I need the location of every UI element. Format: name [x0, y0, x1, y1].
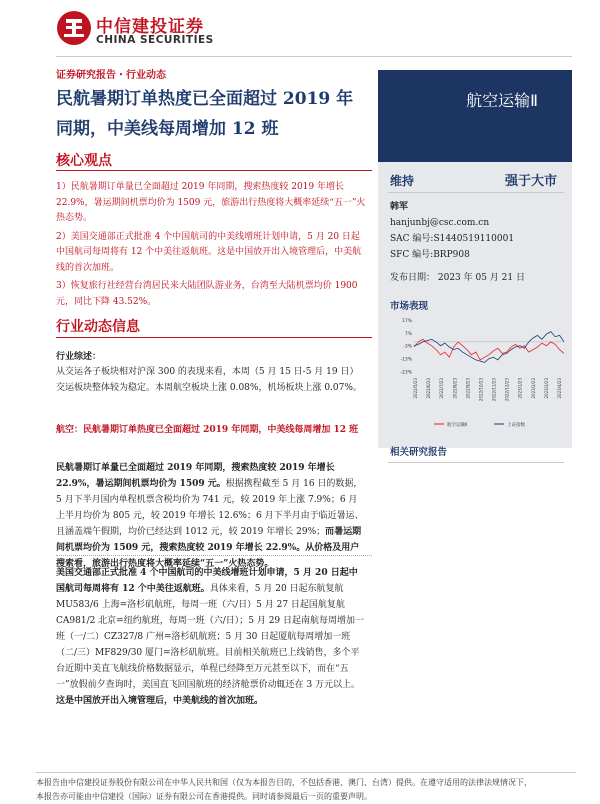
x-tick-label: 2023/2/23: [530, 378, 536, 399]
report-title: [56, 84, 366, 144]
industry-info-divider: [56, 337, 372, 338]
footer-line-1: 本报告由中信建投证券股份有限公司在中华人民共和国（仅为本报告目的，不包括香港、澳门、台湾）提供。在遵守适用的法律法规情况下，: [36, 778, 532, 787]
series-line-上证指数: [414, 332, 564, 363]
header-divider: [56, 56, 572, 57]
footer-divider: [36, 772, 576, 773]
paragraph-separator: [56, 555, 372, 556]
aviation-p1-lead: 民航暑期订单量已全面超过 2019 年同期，搜索热度较 2019 年增长 22.9%，暑运期间机票均价为 1509 元。: [56, 463, 335, 489]
analyst-email[interactable]: hanjunbj@csc.com.cn: [390, 218, 490, 228]
legend-label: 上证指数: [507, 422, 525, 428]
brand-name-en: CHINA SECURITIES: [96, 34, 214, 46]
brand-name-cn: 中信建投证券: [96, 17, 204, 37]
x-tick-label: 2022/5/23: [413, 378, 418, 399]
x-tick-label: 2022/8/23: [452, 378, 458, 399]
core-points: [56, 180, 366, 313]
industry-banner: [378, 70, 572, 166]
y-tick-label: 7%: [404, 331, 412, 337]
aviation-paragraph-2: [56, 565, 366, 709]
x-tick-label: 2023/1/23: [517, 378, 523, 399]
footer-line-2: 本报告亦可能由中信建投（国际）证券有限公司在香港提供。同时请参阅最后一页的重要声明。: [36, 792, 372, 801]
core-heading: 核心观点: [56, 153, 112, 169]
aviation-p1-body: 根据携程截至 5 月 16 日的数据，5 月下半月国内单程机票含税均价为 741 元，较 2019 年上涨 7.9%；6 月上半月均价为 805 元，较 2019 年增长 12.6%；6 月下半月由于临近暑运、且涵盖端午假期，均价已经达到 1012 元，较 2019 年增长 29%；: [56, 479, 364, 537]
y-tick-label: 17%: [401, 319, 412, 324]
analyst-info: [390, 199, 514, 263]
aviation-p2-tail: 这是中国放开出入境管理后，中美航线的首次加班。: [56, 696, 264, 706]
x-tick-label: 2022/6/23: [426, 378, 432, 399]
overview-subheading: 行业综述：: [56, 352, 102, 362]
industry-name: 航空运输Ⅱ: [466, 91, 538, 110]
x-tick-label: 2022/9/23: [465, 378, 471, 399]
core-divider: [56, 170, 372, 171]
analyst-name: 韩军: [390, 202, 409, 212]
report-title-line2: 同期，中美线每周增加 12 班: [56, 119, 279, 139]
aviation-p2-lead: 美国交通部正式批准 4 个中国航司的中美线增班计划申请，5 月 20 日起中国航司每周将有 12 个中美往返航班。: [56, 568, 358, 594]
china-securities-logo-icon: [56, 10, 92, 46]
market-performance-chart: [392, 316, 568, 432]
y-tick-label: -13%: [400, 357, 412, 363]
aviation-p2-body: 具体来看，5 月 20 日起东航复航 MU583/6 上海=洛杉矶航班，每周一班（六/日）5 月 27 日起国航复航 CA981/2 北京=纽约航班，每周一班（六/日）；5 月 29 日起南航每周增加一班（一/二）CZ327/8 广州=洛杉矶航班；5 月 30 日起厦航每周增加一班（二/三）MF829/30 厦门=洛杉矶航班。目前相关航班已上线销售，多个平台近期中美直飞航线价格数据显示，单程已经降至万元甚至以下，而在“五一”放假前夕查询时，美国直飞回国航班的经济舱票价动辄还在 3 万元以上。: [56, 584, 365, 690]
publish-date: 发布日期： 2023 年 05 月 21 日: [390, 273, 525, 283]
overview-paragraph: 从交运各子板块相对沪深 300 的表现来看，本周（5 月 15 日-5 月 19 日）交运板块整体较为稳定。本周航空板块上涨 0.08%，机场板块上涨 0.07%。: [56, 367, 362, 393]
x-tick-label: 2023/4/23: [557, 378, 562, 399]
core-point-1: 1）民航暑期订单量已全面超过 2019 年同期，搜索热度较 2019 年增长 22.9%，暑运期间机票均价为 1509 元，旅游出行热度将大概率延续“五一”火热态势。: [56, 182, 366, 223]
aviation-p1-tail: 而暑运期间机票均价为 1509 元，搜索热度较 2019 年增长 22.9%。从价格及用户搜索看，旅游出行热度将大概率延续“五一”火热态势。: [56, 527, 362, 569]
legend-label: 航空运输Ⅱ: [447, 422, 468, 428]
industry-info-heading: 行业动态信息: [56, 319, 140, 335]
rating-action: 维持: [390, 174, 415, 188]
analyst-sfc: SFC 编号:BRP908: [390, 250, 470, 260]
core-point-3: 3）恢复旅行社经营台湾居民来大陆团队游业务，台湾至大陆机票均价 1900 元，同比下降 43.52%。: [56, 281, 358, 307]
x-tick-label: 2022/11/23: [491, 378, 497, 402]
rating-value: 强于大市: [505, 174, 558, 189]
x-tick-label: 2023/3/23: [543, 378, 549, 399]
y-tick-label: -3%: [403, 344, 412, 350]
x-tick-label: 2022/10/23: [478, 378, 484, 402]
related-divider: [388, 462, 564, 463]
aviation-subheading: 航空：民航暑期订单热度已全面超过 2019 年同期，中美线每周增加 12 班: [56, 425, 359, 435]
y-tick-label: -23%: [400, 370, 412, 376]
x-tick-label: 2022/7/23: [439, 378, 445, 399]
market-performance-label: 市场表现: [390, 301, 429, 312]
related-reports-label: 相关研究报告: [390, 447, 448, 458]
x-tick-label: 2022/12/23: [504, 378, 510, 402]
report-type: 证券研究报告・行业动态: [56, 70, 166, 81]
core-point-2: 2）美国交通部正式批准 4 个中国航司的中美线增班计划申请，5 月 20 日起中国航司每周将有 12 个中美往返航班。这是中国放开出入境管理后，中美航线的首次加班。: [56, 231, 362, 273]
report-title-line1: 民航暑期订单热度已全面超过 2019 年: [56, 89, 354, 109]
analyst-sac: SAC 编号:S1440519110001: [390, 234, 515, 244]
